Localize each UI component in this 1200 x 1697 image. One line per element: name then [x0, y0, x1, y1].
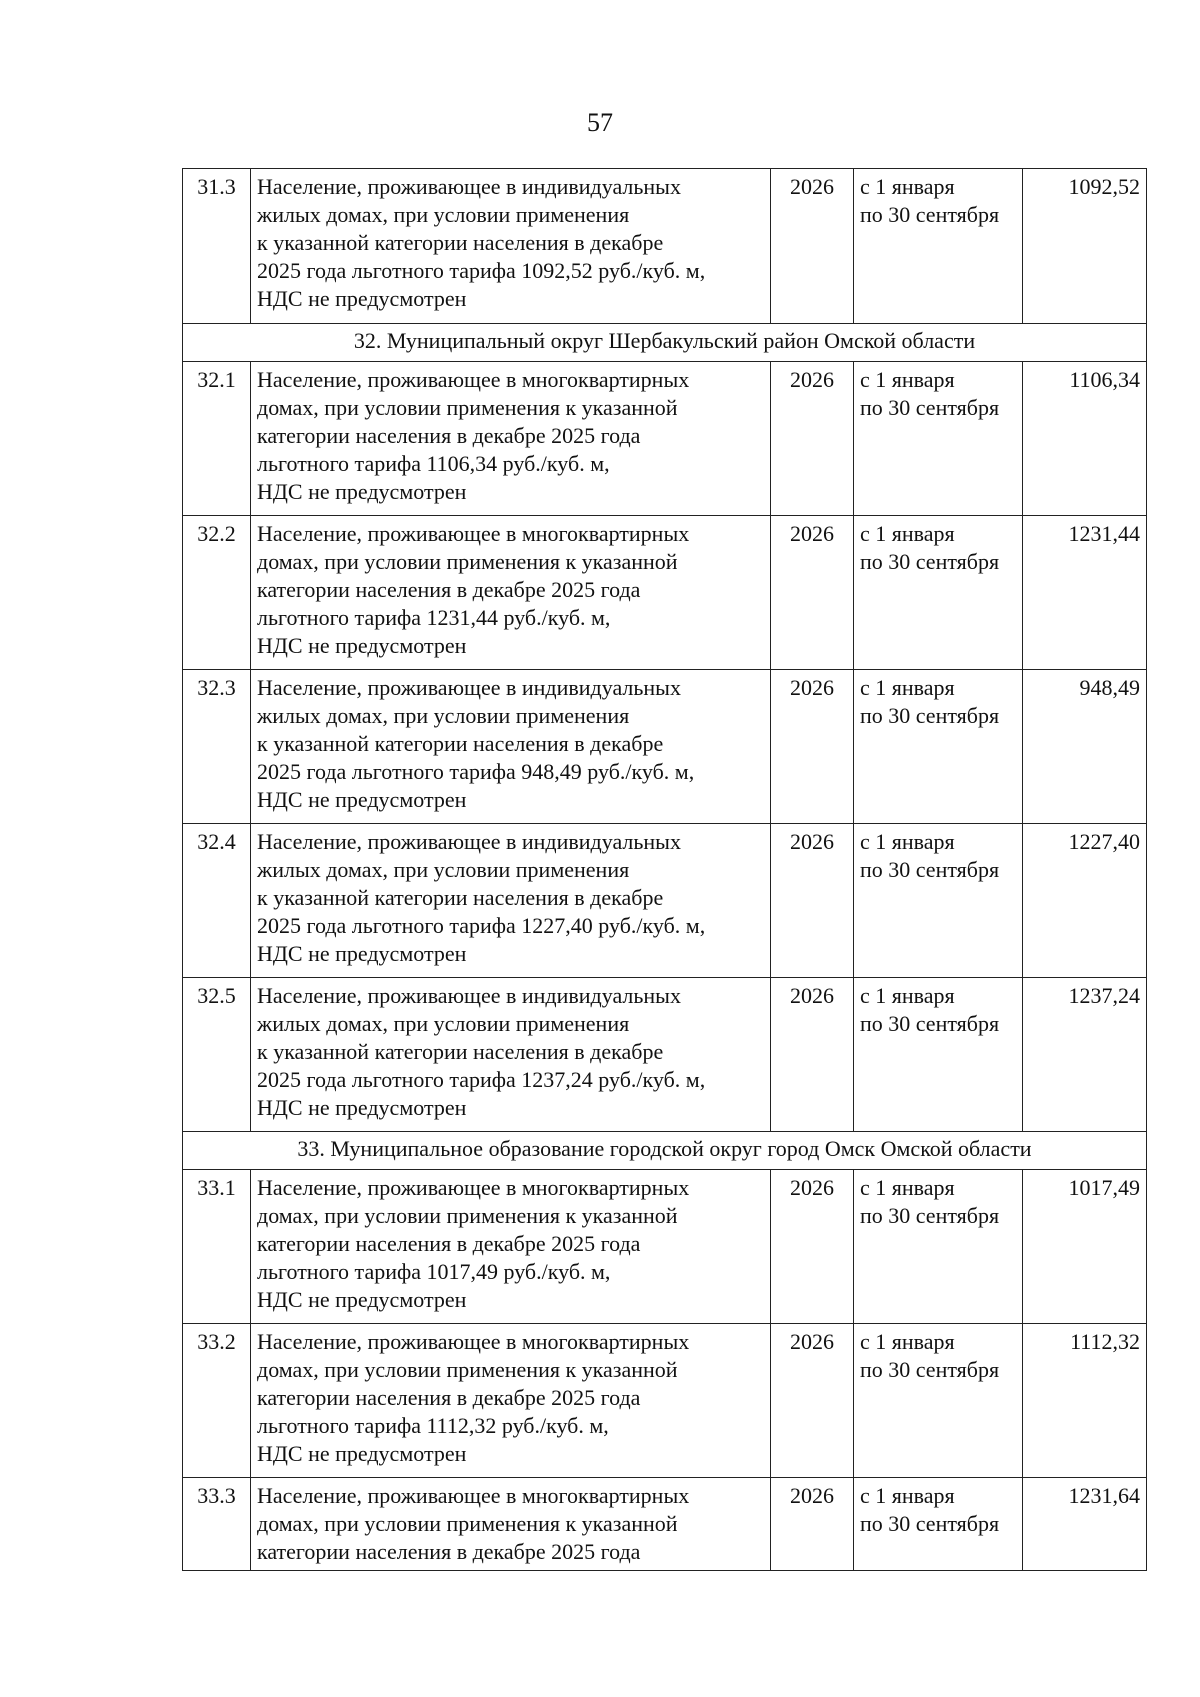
row-description [251, 516, 771, 670]
row-year: 2026 [771, 362, 854, 516]
period-end: по 30 сентября [860, 703, 1000, 728]
tariff-table [182, 168, 1147, 1571]
row-description [251, 824, 771, 978]
period-start: с 1 января [860, 983, 955, 1008]
row-year: 2026 [771, 1478, 854, 1571]
period-start: с 1 января [860, 367, 955, 392]
description-line: к указанной категории населения в декабре [257, 1039, 664, 1064]
description-line: домах, при условии применения к указанной [257, 549, 678, 574]
period-start: с 1 января [860, 829, 955, 854]
period-end: по 30 сентября [860, 1357, 1000, 1382]
table-row [183, 362, 1147, 516]
description-line: к указанной категории населения в декабре [257, 230, 664, 255]
description-line: НДС не предусмотрен [257, 479, 467, 504]
description-line: Население, проживающее в индивидуальных [257, 174, 681, 199]
row-tariff: 1231,64 [1023, 1478, 1147, 1571]
description-line: 2025 года льготного тарифа 948,49 руб./куб. м, [257, 759, 695, 784]
row-period [854, 1478, 1023, 1571]
description-line: жилых домах, при условии применения [257, 202, 630, 227]
description-line: Население, проживающее в индивидуальных [257, 983, 681, 1008]
description-line: НДС не предусмотрен [257, 633, 467, 658]
row-number: 31.3 [183, 169, 251, 324]
description-line: Население, проживающее в многоквартирных [257, 1483, 690, 1508]
description-line: льготного тарифа 1231,44 руб./куб. м, [257, 605, 611, 630]
table-row [183, 516, 1147, 670]
row-year: 2026 [771, 1324, 854, 1478]
row-tariff: 948,49 [1023, 670, 1147, 824]
row-period [854, 362, 1023, 516]
section-header-row [183, 1132, 1147, 1170]
description-line: к указанной категории населения в декабре [257, 731, 664, 756]
row-period [854, 169, 1023, 324]
description-line: категории населения в декабре 2025 года [257, 1231, 641, 1256]
description-line: домах, при условии применения к указанной [257, 395, 678, 420]
period-end: по 30 сентября [860, 857, 1000, 882]
period-end: по 30 сентября [860, 549, 1000, 574]
row-description [251, 978, 771, 1132]
description-line: к указанной категории населения в декабре [257, 885, 664, 910]
description-line: льготного тарифа 1017,49 руб./куб. м, [257, 1259, 611, 1284]
description-line: 2025 года льготного тарифа 1092,52 руб./куб. м, [257, 258, 706, 283]
row-tariff: 1017,49 [1023, 1170, 1147, 1324]
period-end: по 30 сентября [860, 202, 1000, 227]
row-period [854, 670, 1023, 824]
period-end: по 30 сентября [860, 1011, 1000, 1036]
description-line: Население, проживающее в многоквартирных [257, 1175, 690, 1200]
description-line: категории населения в декабре 2025 года [257, 1539, 641, 1564]
table-row [183, 169, 1147, 324]
description-line: НДС не предусмотрен [257, 1287, 467, 1312]
row-tariff: 1092,52 [1023, 169, 1147, 324]
description-line: Население, проживающее в многоквартирных [257, 367, 690, 392]
row-year: 2026 [771, 169, 854, 324]
period-start: с 1 января [860, 1329, 955, 1354]
description-line: домах, при условии применения к указанной [257, 1203, 678, 1228]
row-description [251, 169, 771, 324]
row-description [251, 1170, 771, 1324]
row-year: 2026 [771, 516, 854, 670]
row-tariff: 1227,40 [1023, 824, 1147, 978]
period-start: с 1 января [860, 675, 955, 700]
period-end: по 30 сентября [860, 1203, 1000, 1228]
row-number: 32.1 [183, 362, 251, 516]
description-line: домах, при условии применения к указанной [257, 1357, 678, 1382]
row-number: 32.4 [183, 824, 251, 978]
row-year: 2026 [771, 978, 854, 1132]
row-year: 2026 [771, 1170, 854, 1324]
description-line: Население, проживающее в многоквартирных [257, 521, 690, 546]
table-row [183, 1478, 1147, 1571]
period-start: с 1 января [860, 174, 955, 199]
description-line: льготного тарифа 1112,32 руб./куб. м, [257, 1413, 609, 1438]
row-year: 2026 [771, 824, 854, 978]
description-line: 2025 года льготного тарифа 1237,24 руб./куб. м, [257, 1067, 706, 1092]
section-title: 32. Муниципальный округ Шербакульский район Омской области [183, 324, 1147, 362]
table-row [183, 1324, 1147, 1478]
description-line: категории населения в декабре 2025 года [257, 423, 641, 448]
period-start: с 1 января [860, 1483, 955, 1508]
description-line: жилых домах, при условии применения [257, 857, 630, 882]
row-number: 32.5 [183, 978, 251, 1132]
section-title: 33. Муниципальное образование городской округ город Омск Омской области [183, 1132, 1147, 1170]
description-line: Население, проживающее в индивидуальных [257, 829, 681, 854]
row-period [854, 1170, 1023, 1324]
row-tariff: 1106,34 [1023, 362, 1147, 516]
row-number: 32.2 [183, 516, 251, 670]
row-description [251, 362, 771, 516]
row-description [251, 670, 771, 824]
table-row [183, 1170, 1147, 1324]
row-period [854, 978, 1023, 1132]
description-line: льготного тарифа 1106,34 руб./куб. м, [257, 451, 610, 476]
table-row [183, 670, 1147, 824]
row-number: 33.1 [183, 1170, 251, 1324]
row-description [251, 1478, 771, 1571]
row-number: 33.2 [183, 1324, 251, 1478]
row-number: 32.3 [183, 670, 251, 824]
row-year: 2026 [771, 670, 854, 824]
description-line: домах, при условии применения к указанной [257, 1511, 678, 1536]
description-line: жилых домах, при условии применения [257, 1011, 630, 1036]
description-line: Население, проживающее в индивидуальных [257, 675, 681, 700]
page-number: 57 [587, 108, 613, 137]
row-tariff: 1237,24 [1023, 978, 1147, 1132]
row-period [854, 824, 1023, 978]
description-line: НДС не предусмотрен [257, 1095, 467, 1120]
row-period [854, 1324, 1023, 1478]
table-row [183, 978, 1147, 1132]
period-start: с 1 января [860, 521, 955, 546]
description-line: НДС не предусмотрен [257, 941, 467, 966]
description-line: категории населения в декабре 2025 года [257, 577, 641, 602]
period-start: с 1 января [860, 1175, 955, 1200]
row-tariff: 1112,32 [1023, 1324, 1147, 1478]
description-line: жилых домах, при условии применения [257, 703, 630, 728]
description-line: Население, проживающее в многоквартирных [257, 1329, 690, 1354]
table-row [183, 824, 1147, 978]
period-end: по 30 сентября [860, 1511, 1000, 1536]
description-line: категории населения в декабре 2025 года [257, 1385, 641, 1410]
description-line: НДС не предусмотрен [257, 286, 467, 311]
row-description [251, 1324, 771, 1478]
row-period [854, 516, 1023, 670]
description-line: НДС не предусмотрен [257, 1441, 467, 1466]
description-line: НДС не предусмотрен [257, 787, 467, 812]
section-header-row [183, 324, 1147, 362]
description-line: 2025 года льготного тарифа 1227,40 руб./куб. м, [257, 913, 706, 938]
row-tariff: 1231,44 [1023, 516, 1147, 670]
period-end: по 30 сентября [860, 395, 1000, 420]
row-number: 33.3 [183, 1478, 251, 1571]
